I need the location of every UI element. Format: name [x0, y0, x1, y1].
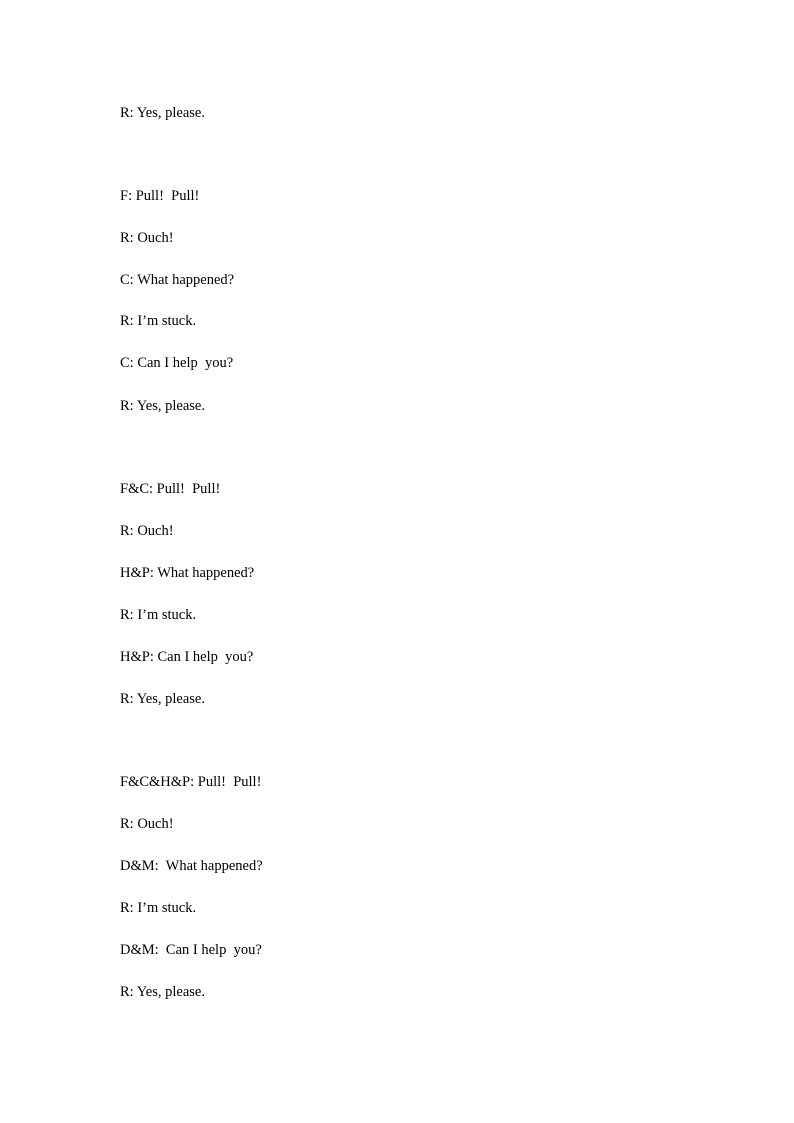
dialogue-line: R: Yes, please.: [120, 691, 205, 707]
dialogue-line: R: Yes, please.: [120, 984, 205, 1000]
dialogue-line: H&P: What happened?: [120, 565, 255, 581]
dialogue-line: R: I’m stuck.: [120, 900, 197, 916]
dialogue-line: C: Can I help you?: [120, 355, 234, 371]
dialogue-line: H&P: Can I help you?: [120, 649, 254, 665]
dialogue-line: F: Pull! Pull!: [120, 188, 200, 204]
dialogue-line: R: I’m stuck.: [120, 313, 197, 329]
dialogue-line: C: What happened?: [120, 272, 235, 288]
dialogue-line: R: I’m stuck.: [120, 607, 197, 623]
dialogue-line: R: Yes, please.: [120, 398, 205, 414]
dialogue-line: D&M: Can I help you?: [120, 942, 262, 958]
dialogue-line: R: Yes, please.: [120, 105, 205, 121]
dialogue-line: R: Ouch!: [120, 523, 174, 539]
dialogue-line: R: Ouch!: [120, 230, 174, 246]
dialogue-line: F&C&H&P: Pull! Pull!: [120, 774, 262, 790]
dialogue-line: D&M: What happened?: [120, 858, 263, 874]
dialogue-line: F&C: Pull! Pull!: [120, 481, 221, 497]
dialogue-line: R: Ouch!: [120, 816, 174, 832]
